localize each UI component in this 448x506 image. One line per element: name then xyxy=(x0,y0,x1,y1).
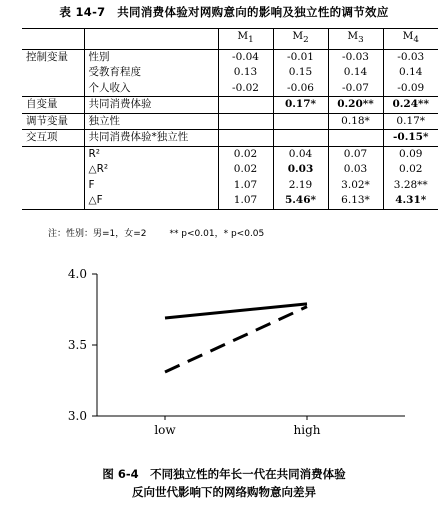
group-cell xyxy=(22,162,84,178)
figure-caption-line1: 图 6-4 不同独立性的年长一代在共同消费体验 xyxy=(102,467,346,481)
value-cell: 2.19 xyxy=(273,178,328,194)
value-cell: 0.02 xyxy=(218,146,273,162)
value-cell: 0.13 xyxy=(218,65,273,81)
value-cell: 0.02 xyxy=(383,162,438,178)
value-cell: -0.01 xyxy=(273,49,328,65)
y-tick-label: 3.5 xyxy=(67,338,87,352)
column-header-m1: $M_1$ xyxy=(218,29,273,50)
group-cell xyxy=(22,65,84,81)
value-cell: 0.03 xyxy=(273,162,328,178)
value-cell: 0.14 xyxy=(328,65,383,81)
value-cell xyxy=(328,130,383,147)
variable-cell: 受教育程度 xyxy=(84,65,218,81)
x-tick-label: high xyxy=(293,423,321,437)
value-cell: 1.07 xyxy=(218,193,273,209)
value-cell: 0.24** xyxy=(383,97,438,114)
column-header-m3: $M_3$ xyxy=(328,29,383,50)
value-cell: -0.04 xyxy=(218,49,273,65)
group-cell: 调节变量 xyxy=(22,113,84,130)
value-cell: -0.06 xyxy=(273,81,328,97)
value-cell xyxy=(218,97,273,114)
table-note: 注：性别：男=1，女=2 ** p<0.01，* p<0.05 xyxy=(48,229,265,239)
value-cell: 0.14 xyxy=(383,65,438,81)
value-cell: 3.28** xyxy=(383,178,438,194)
value-cell: -0.07 xyxy=(328,81,383,97)
table-row xyxy=(22,49,438,65)
figure-caption-line2: 反向世代影响下的网络购物意向差异 xyxy=(132,485,316,499)
value-cell: 0.17* xyxy=(273,97,328,114)
value-cell: 0.18* xyxy=(328,113,383,130)
value-cell xyxy=(218,113,273,130)
variable-cell: R² xyxy=(84,146,218,162)
variable-cell: 共同消费体验*独立性 xyxy=(84,130,218,147)
value-cell: -0.09 xyxy=(383,81,438,97)
y-tick-label: 4.0 xyxy=(67,267,87,281)
value-cell: 4.31* xyxy=(383,193,438,209)
value-cell xyxy=(218,130,273,147)
value-cell: -0.03 xyxy=(383,49,438,65)
table-row xyxy=(22,130,438,147)
variable-cell: 独立性 xyxy=(84,113,218,130)
note-gender: 注：性别：男=1，女=2 xyxy=(48,229,147,239)
value-cell: 0.03 xyxy=(328,162,383,178)
group-cell: 控制变量 xyxy=(22,49,84,65)
variable-header xyxy=(84,29,218,50)
group-header xyxy=(22,29,84,50)
value-cell: 0.17* xyxy=(383,113,438,130)
table-row xyxy=(22,81,438,97)
value-cell: 0.15 xyxy=(273,65,328,81)
note-significance-2: * p<0.05 xyxy=(223,229,265,239)
value-cell: -0.03 xyxy=(328,49,383,65)
group-cell: 自变量 xyxy=(22,97,84,114)
variable-cell: 共同消费体验 xyxy=(84,97,218,114)
variable-cell: △F xyxy=(84,193,218,209)
regression-table xyxy=(22,28,438,210)
value-cell: -0.15* xyxy=(383,130,438,147)
value-cell: 0.02 xyxy=(218,162,273,178)
value-cell: 1.07 xyxy=(218,178,273,194)
group-cell xyxy=(22,81,84,97)
value-cell: -0.02 xyxy=(218,81,273,97)
value-cell: 0.07 xyxy=(328,146,383,162)
group-cell xyxy=(22,193,84,209)
table-row xyxy=(22,65,438,81)
variable-cell: △R² xyxy=(84,162,218,178)
note-significance-1: ** p<0.01 xyxy=(169,229,215,239)
group-cell xyxy=(22,146,84,162)
table-row xyxy=(22,146,438,162)
table-row xyxy=(22,178,438,194)
table-row xyxy=(22,113,438,130)
variable-cell: 个人收入 xyxy=(84,81,218,97)
column-header-m2: $M_2$ xyxy=(273,29,328,50)
value-cell xyxy=(273,130,328,147)
value-cell xyxy=(273,113,328,130)
value-cell: 0.04 xyxy=(273,146,328,162)
group-cell: 交互项 xyxy=(22,130,84,147)
variable-cell: 性别 xyxy=(84,49,218,65)
value-cell: 0.20** xyxy=(328,97,383,114)
table-row xyxy=(22,162,438,178)
table-title: 表 14-7 共同消费体验对网购意向的影响及独立性的调节效应 xyxy=(59,5,389,19)
x-tick-label: low xyxy=(154,423,176,437)
interaction-line-chart xyxy=(0,250,448,455)
y-tick-label: 3.0 xyxy=(67,409,87,423)
value-cell: 3.02* xyxy=(328,178,383,194)
table-row xyxy=(22,193,438,209)
value-cell: 6.13* xyxy=(328,193,383,209)
table-row xyxy=(22,97,438,114)
value-cell: 5.46* xyxy=(273,193,328,209)
header-row xyxy=(22,29,438,50)
variable-cell: F xyxy=(84,178,218,194)
column-header-m4: $M_4$ xyxy=(383,29,438,50)
group-cell xyxy=(22,178,84,194)
value-cell: 0.09 xyxy=(383,146,438,162)
